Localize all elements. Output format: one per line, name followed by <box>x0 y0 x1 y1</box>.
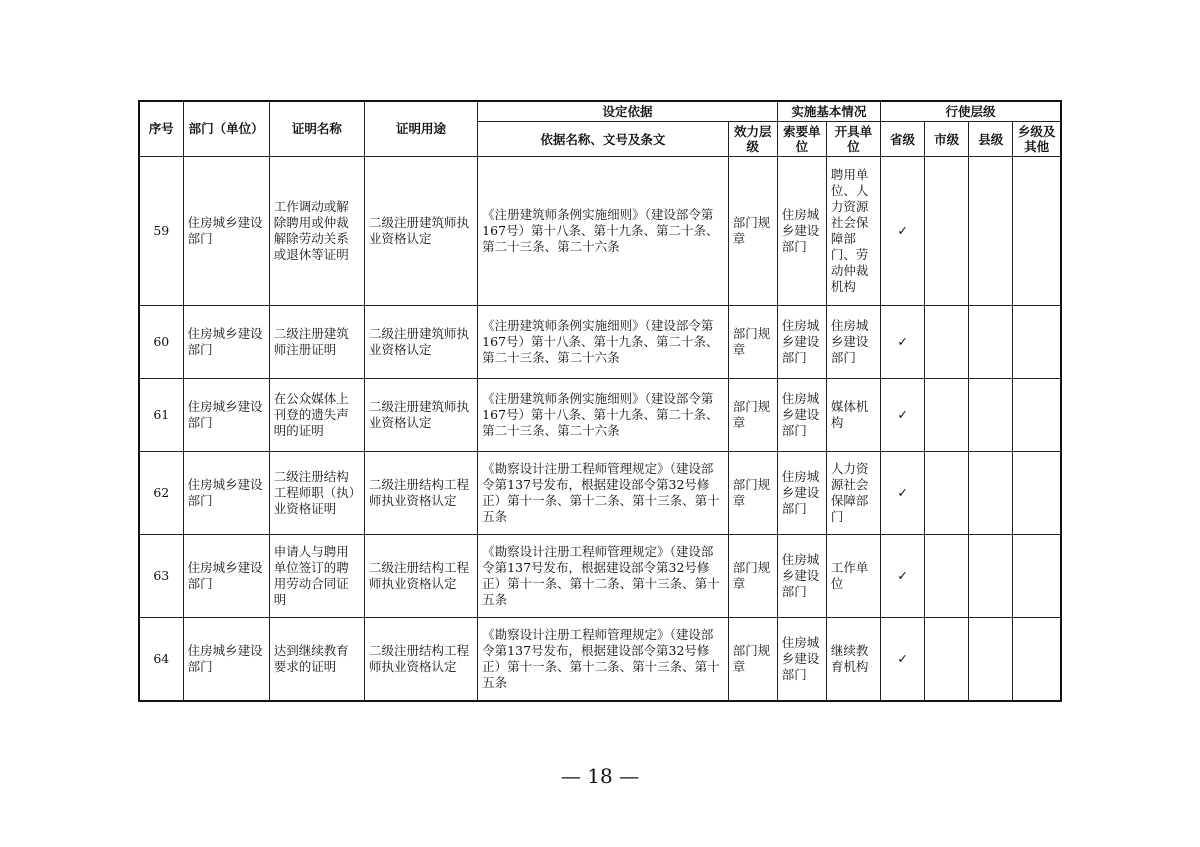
cell-requesting-unit: 住房城乡建设部门 <box>777 157 826 306</box>
cell-township <box>1013 379 1061 452</box>
cell-cert-name: 二级注册结构工程师职（执）业资格证明 <box>269 452 364 535</box>
table-row <box>139 452 1061 535</box>
table-row <box>139 618 1061 702</box>
check-mark-provincial: ✓ <box>881 379 925 452</box>
cell-city <box>925 452 969 535</box>
check-mark-provincial: ✓ <box>881 452 925 535</box>
cell-issuing-unit: 继续教育机构 <box>826 618 880 702</box>
table-row <box>139 157 1061 306</box>
cell-basis: 《注册建筑师条例实施细则》（建设部令第167号）第十八条、第十九条、第二十条、第二十三条、第二十六条 <box>478 306 729 379</box>
cell-basis: 《注册建筑师条例实施细则》（建设部令第167号）第十八条、第十九条、第二十条、第二十三条、第二十六条 <box>478 379 729 452</box>
cell-city <box>925 157 969 306</box>
col-header-cert-use: 证明用途 <box>364 101 477 157</box>
cell-issuing-unit: 住房城乡建设部门 <box>826 306 880 379</box>
cell-cert-name: 达到继续教育要求的证明 <box>269 618 364 702</box>
table-row <box>139 535 1061 618</box>
col-header-provincial: 省级 <box>881 122 925 157</box>
cell-requesting-unit: 住房城乡建设部门 <box>777 306 826 379</box>
check-mark-provincial: ✓ <box>881 306 925 379</box>
cell-basis-level: 部门规章 <box>728 379 777 452</box>
cell-seq: 60 <box>139 306 183 379</box>
cell-township <box>1013 306 1061 379</box>
cell-county <box>969 452 1013 535</box>
cell-basis-level: 部门规章 <box>728 452 777 535</box>
cell-township <box>1013 452 1061 535</box>
cell-township <box>1013 535 1061 618</box>
certificate-table <box>138 100 1062 702</box>
cell-city <box>925 379 969 452</box>
cell-basis-level: 部门规章 <box>728 157 777 306</box>
cell-cert-name: 二级注册建筑师注册证明 <box>269 306 364 379</box>
cell-cert-use: 二级注册结构工程师执业资格认定 <box>364 452 477 535</box>
cell-county <box>969 157 1013 306</box>
cell-cert-use: 二级注册建筑师执业资格认定 <box>364 157 477 306</box>
col-group-implementation: 实施基本情况 <box>777 101 880 122</box>
col-header-city: 市级 <box>925 122 969 157</box>
cell-basis: 《勘察设计注册工程师管理规定》（建设部令第137号发布，根据建设部令第32号修正）第十一条、第十二条、第十三条、第十五条 <box>478 618 729 702</box>
check-mark-provincial: ✓ <box>881 157 925 306</box>
cell-issuing-unit: 聘用单位、人力资源社会保障部门、劳动仲裁机构 <box>826 157 880 306</box>
cell-dept: 住房城乡建设部门 <box>183 379 269 452</box>
col-header-seq: 序号 <box>139 101 183 157</box>
cell-city <box>925 618 969 702</box>
cell-basis: 《注册建筑师条例实施细则》（建设部令第167号）第十八条、第十九条、第二十条、第二十三条、第二十六条 <box>478 157 729 306</box>
cell-dept: 住房城乡建设部门 <box>183 452 269 535</box>
col-group-basis: 设定依据 <box>478 101 778 122</box>
cell-requesting-unit: 住房城乡建设部门 <box>777 618 826 702</box>
cell-cert-name: 工作调动或解除聘用或仲裁解除劳动关系或退休等证明 <box>269 157 364 306</box>
cell-basis-level: 部门规章 <box>728 306 777 379</box>
cell-dept: 住房城乡建设部门 <box>183 306 269 379</box>
cell-cert-use: 二级注册结构工程师执业资格认定 <box>364 535 477 618</box>
cell-cert-use: 二级注册结构工程师执业资格认定 <box>364 618 477 702</box>
col-header-dept: 部门（单位） <box>183 101 269 157</box>
cell-cert-use: 二级注册建筑师执业资格认定 <box>364 379 477 452</box>
cell-issuing-unit: 媒体机构 <box>826 379 880 452</box>
cell-basis: 《勘察设计注册工程师管理规定》（建设部令第137号发布，根据建设部令第32号修正）第十一条、第十二条、第十三条、第十五条 <box>478 535 729 618</box>
cell-city <box>925 306 969 379</box>
table-row <box>139 379 1061 452</box>
cell-basis-level: 部门规章 <box>728 618 777 702</box>
cell-dept: 住房城乡建设部门 <box>183 535 269 618</box>
cell-seq: 59 <box>139 157 183 306</box>
cell-cert-name: 在公众媒体上刊登的遗失声明的证明 <box>269 379 364 452</box>
col-header-issuing-unit: 开具单位 <box>826 122 880 157</box>
cell-county <box>969 535 1013 618</box>
col-header-requesting-unit: 索要单位 <box>777 122 826 157</box>
cell-requesting-unit: 住房城乡建设部门 <box>777 535 826 618</box>
cell-city <box>925 535 969 618</box>
cell-basis-level: 部门规章 <box>728 535 777 618</box>
cell-cert-name: 申请人与聘用单位签订的聘用劳动合同证明 <box>269 535 364 618</box>
col-header-county: 县级 <box>969 122 1013 157</box>
table-row <box>139 306 1061 379</box>
check-mark-provincial: ✓ <box>881 535 925 618</box>
cell-township <box>1013 157 1061 306</box>
page-number: — 18 — <box>560 764 640 788</box>
cell-county <box>969 379 1013 452</box>
cell-dept: 住房城乡建设部门 <box>183 618 269 702</box>
cell-county <box>969 618 1013 702</box>
cell-cert-use: 二级注册建筑师执业资格认定 <box>364 306 477 379</box>
cell-county <box>969 306 1013 379</box>
check-mark-provincial: ✓ <box>881 618 925 702</box>
col-header-cert-name: 证明名称 <box>269 101 364 157</box>
cell-dept: 住房城乡建设部门 <box>183 157 269 306</box>
col-header-township: 乡级及其他 <box>1013 122 1061 157</box>
cell-seq: 63 <box>139 535 183 618</box>
cell-seq: 61 <box>139 379 183 452</box>
cell-requesting-unit: 住房城乡建设部门 <box>777 379 826 452</box>
cell-township <box>1013 618 1061 702</box>
cell-seq: 64 <box>139 618 183 702</box>
col-group-level: 行使层级 <box>881 101 1061 122</box>
cell-requesting-unit: 住房城乡建设部门 <box>777 452 826 535</box>
cell-issuing-unit: 工作单位 <box>826 535 880 618</box>
col-header-basis-name: 依据名称、文号及条文 <box>478 122 729 157</box>
cell-seq: 62 <box>139 452 183 535</box>
col-header-basis-level: 效力层级 <box>728 122 777 157</box>
header-row-top <box>139 101 1061 122</box>
cell-issuing-unit: 人力资源社会保障部门 <box>826 452 880 535</box>
cell-basis: 《勘察设计注册工程师管理规定》（建设部令第137号发布，根据建设部令第32号修正）第十一条、第十二条、第十三条、第十五条 <box>478 452 729 535</box>
